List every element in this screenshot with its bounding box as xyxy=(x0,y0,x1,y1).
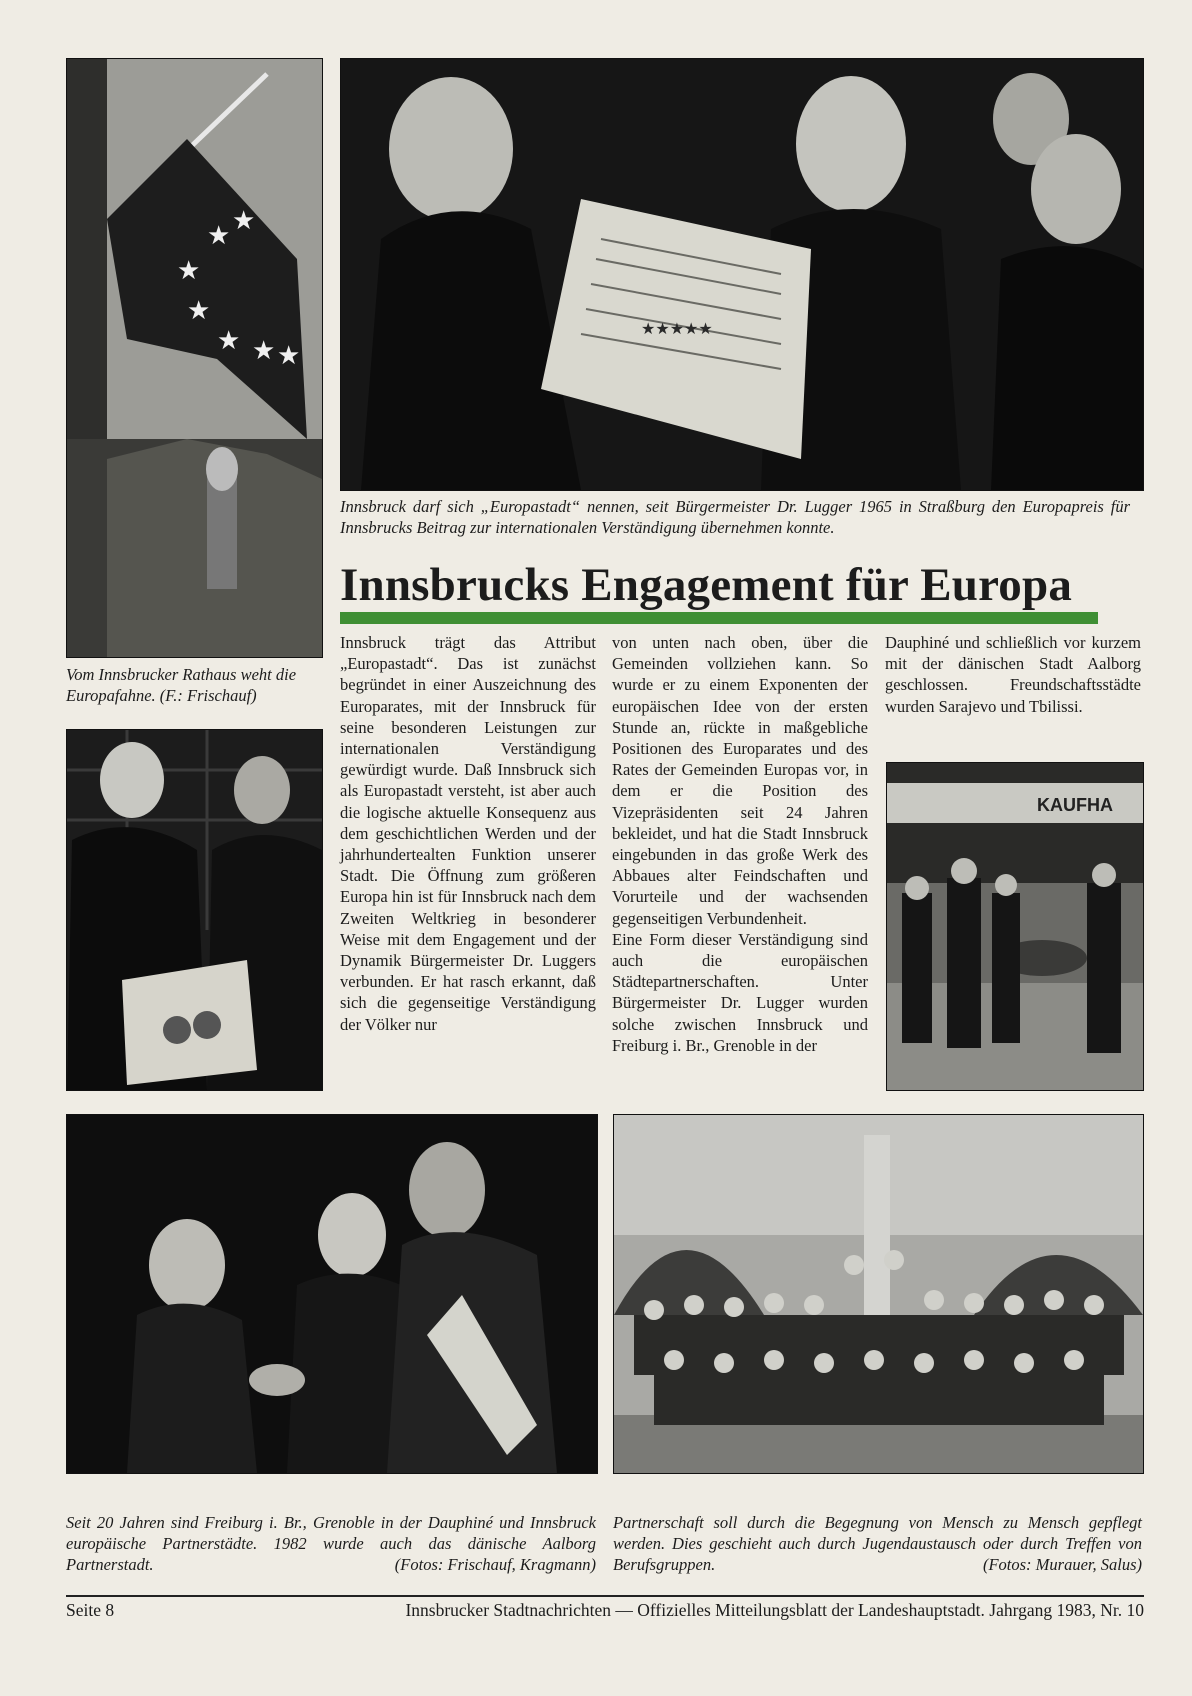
flag-photo-caption: Vom Innsbrucker Rathaus weht die Europafahne. (F.: Frischauf) xyxy=(66,665,297,705)
article-column-2-text: von unten nach oben, über die Gemeinden vollziehen kann. So wurde er zu einem Exponenten der europäischen Idee von der ersten Stunde an, rückte in maßgebliche Positionen des Europarates und des Rates der Gemeinden Europas vor, in dem er die Position des Vizepräsidenten seit 24 Jahren bekleidet, und hat die Stadt Innsbruck eingebunden in das große Werk des Abbaues alter Feindschaften und Vorurteile und der wachsenden gegenseitigen Verbundenheit. xyxy=(612,633,868,928)
svg-text:★: ★ xyxy=(187,296,211,325)
top-photo-caption: Innsbruck darf sich „Europastadt“ nennen, seit Bürgermeister Dr. Lugger 1965 in Straßburg den Europapreis für Innsbrucks Beitrag zur internationalen Verständigung übernehmen konnte. xyxy=(340,497,1130,537)
handshake-photo xyxy=(66,729,323,1091)
publication-info: Innsbrucker Stadtnachrichten — Offizielles Mitteilungsblatt der Landeshauptstadt. Jahrgang 1983, Nr. 10 xyxy=(405,1600,1144,1620)
footer-rule xyxy=(66,1595,1144,1597)
bottom-right-caption-text: Partnerschaft soll durch die Begegnung von Mensch zu Mensch gepflegt werden. Dies geschieht auch durch Jugendaustausch oder durch Treffen von Berufsgruppen. xyxy=(613,1513,1142,1574)
svg-text:★: ★ xyxy=(177,256,201,285)
svg-text:★: ★ xyxy=(232,206,256,235)
freiburg-photo xyxy=(66,1114,598,1474)
flag-photo xyxy=(66,58,323,658)
svg-text:KAUFHA: KAUFHA xyxy=(1037,795,1113,815)
svg-text:★: ★ xyxy=(277,341,301,370)
article-column-2 xyxy=(612,632,868,1056)
bottom-left-photo-credit: (Fotos: Frischauf, Kragmann) xyxy=(394,1555,596,1574)
svg-text:★★★★★: ★★★★★ xyxy=(641,321,713,338)
bottom-right-photo-credit: (Fotos: Murauer, Salus) xyxy=(982,1555,1142,1574)
svg-text:★: ★ xyxy=(252,336,276,365)
article-column-1: Innsbruck trägt das Attribut „Europastadt“. Das ist zunächst begründet in einer Auszeichnung des Europarates, mit der Innsbruck für seine besonderen Leistungen zur internationalen Verständigung gewürdigt wurde. Daß Innsbruck sich als Europastadt versteht, ist aber auch die logische aktuelle Konsequenz aus dem geschichtlichen Werden und der jahrhundertealten Funktion unserer Stadt. Die Öffnung zum größeren Europa hin ist für Innsbruck nach dem Zweiten Weltkrieg in besonderer Weise mit dem Engagement und der Dynamik Bürgermeister Dr. Luggers verbunden. Er hat rasch erkannt, daß sich die gegenseitige Verständigung der Völker nur xyxy=(340,633,596,1034)
article-column-2-text-b: Eine Form dieser Verständigung sind auch die europäischen Städtepartnerschaften. Unter Bürgermeister Dr. Lugger wurden solche zwischen Innsbruck und Freiburg i. Br., Grenoble in der xyxy=(612,929,868,1055)
footer xyxy=(66,1600,1144,1621)
bottom-right-caption xyxy=(613,1512,1142,1575)
headline-underline xyxy=(340,612,1098,624)
svg-text:★: ★ xyxy=(207,221,231,250)
page-number: Seite 8 xyxy=(66,1600,115,1620)
bottom-left-caption-text: Seit 20 Jahren sind Freiburg i. Br., Grenoble in der Dauphiné und Innsbruck europäische Partnerstädte. 1982 wurde auch das dänische Aalborg Partnerstadt. xyxy=(66,1513,596,1574)
headline: Innsbrucks Engagement für Europa xyxy=(340,559,1073,611)
bottom-left-caption xyxy=(66,1512,596,1575)
award-photo xyxy=(340,58,1144,491)
svg-text:★: ★ xyxy=(217,326,241,355)
youth-group-photo xyxy=(613,1114,1144,1474)
street-photo xyxy=(886,762,1144,1091)
article-column-3: Dauphiné und schließlich vor kurzem mit der dänischen Stadt Aalborg geschlossen. Freundschaftsstädte wurden Sarajevo und Tbilissi. xyxy=(885,633,1141,716)
